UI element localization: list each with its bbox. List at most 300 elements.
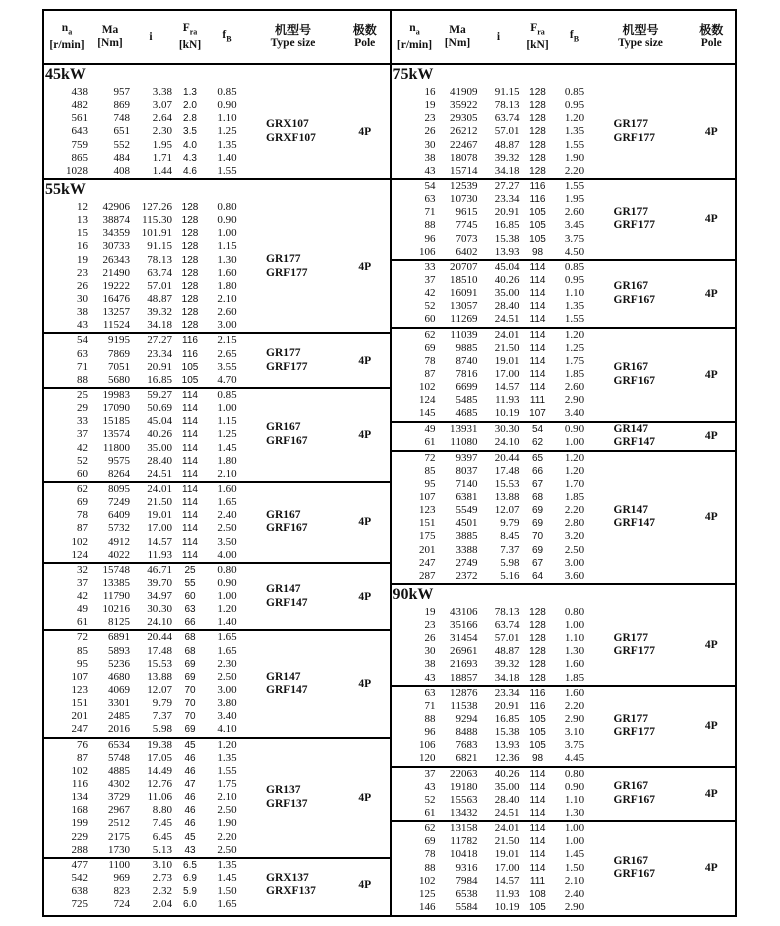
cell-ma: 969 — [113, 872, 130, 885]
cell-fra: 114 — [529, 849, 546, 861]
cell-fb: 3.55 — [217, 360, 237, 373]
cell-na: 106 — [419, 245, 436, 258]
table-row — [392, 139, 594, 152]
cell-ma: 15185 — [102, 415, 130, 428]
cell-fb: 0.90 — [217, 214, 237, 227]
cell-fb: 4.10 — [217, 723, 237, 736]
cell-i: 6.45 — [152, 830, 172, 843]
rows-column — [44, 483, 246, 562]
column-header-type-symbol: 机型号 — [622, 23, 659, 37]
cell-na: 123 — [71, 684, 88, 697]
cell-na: 151 — [71, 697, 88, 710]
cell-ma: 7683 — [455, 739, 478, 752]
cell-na: 78 — [77, 509, 88, 522]
cell-fb: 3.10 — [564, 726, 585, 739]
table-row — [44, 765, 246, 778]
cell-fb: 0.85 — [217, 388, 237, 401]
cell-na: 33 — [424, 260, 436, 273]
rating-group — [44, 201, 390, 332]
cell-fb: 2.20 — [564, 699, 585, 712]
cell-ma: 12539 — [450, 179, 478, 192]
cell-fb: 2.50 — [217, 804, 237, 817]
cell-na: 72 — [424, 451, 436, 464]
type-size-label — [594, 606, 688, 685]
cell-ma: 7816 — [455, 367, 478, 380]
cell-na: 88 — [424, 861, 436, 874]
cell-ma: 20707 — [450, 260, 478, 273]
cell-i: 19.01 — [147, 509, 172, 522]
rating-group — [392, 606, 736, 685]
cell-na: 102 — [71, 535, 88, 548]
cell-fra: 54 — [531, 423, 544, 435]
cell-i: 10.19 — [494, 901, 520, 914]
table-row — [392, 342, 594, 355]
cell-fra: 4.3 — [183, 152, 197, 164]
table-row — [44, 455, 246, 468]
cell-ma: 5584 — [455, 901, 478, 914]
gearbox-rating-table — [42, 9, 737, 917]
cell-na: 102 — [419, 381, 436, 394]
cell-fra: 69 — [184, 671, 196, 683]
cell-i: 5.13 — [152, 843, 172, 856]
cell-ma: 9397 — [455, 451, 478, 464]
cell-na: 49 — [424, 422, 436, 435]
cell-ma: 8037 — [455, 464, 478, 477]
table-row — [44, 522, 246, 535]
cell-ma: 8095 — [108, 482, 130, 495]
cell-i: 15.38 — [494, 232, 520, 245]
rows-column — [392, 822, 594, 914]
cell-fb: 1.65 — [217, 644, 237, 657]
cell-i: 78.13 — [494, 99, 520, 112]
cell-na: 25 — [77, 388, 88, 401]
cell-ma: 4885 — [108, 764, 130, 777]
cell-i: 27.27 — [494, 179, 520, 192]
cell-i: 21.50 — [494, 341, 520, 354]
cell-ma: 2512 — [108, 817, 130, 830]
cell-fra: 114 — [529, 288, 546, 300]
cell-ma: 11782 — [450, 835, 478, 848]
cell-fra: 68 — [531, 491, 544, 503]
table-row — [392, 517, 594, 530]
rows-column — [392, 86, 594, 178]
table-row — [44, 723, 246, 736]
cell-ma: 30733 — [102, 240, 130, 253]
table-row — [392, 436, 594, 449]
cell-fra: 105 — [529, 220, 546, 232]
cell-fb: 1.80 — [217, 454, 237, 467]
cell-fb: 1.30 — [564, 807, 585, 820]
table-row — [392, 835, 594, 848]
type-size-line: GR147 — [266, 670, 301, 683]
table-row — [44, 152, 246, 165]
table-row — [44, 468, 246, 481]
cell-fra: 62 — [531, 436, 544, 448]
cell-ma: 11524 — [102, 319, 130, 332]
cell-i: 2.30 — [152, 125, 172, 138]
cell-i: 14.57 — [494, 381, 520, 394]
cell-fra: 116 — [529, 687, 546, 699]
type-size-line: GRF167 — [266, 522, 308, 535]
table-row — [392, 478, 594, 491]
column-header-fra-unit: [kN] — [526, 38, 549, 51]
table-row — [44, 791, 246, 804]
table-row — [392, 862, 594, 875]
cell-na: 78 — [424, 848, 436, 861]
cell-na: 37 — [77, 576, 88, 589]
cell-fra: 45 — [184, 831, 196, 843]
cell-fb: 1.00 — [217, 227, 237, 240]
cell-i: 35.00 — [494, 287, 520, 300]
table-row — [392, 287, 594, 300]
cell-fb: 1.30 — [217, 253, 237, 266]
cell-na: 61 — [424, 435, 436, 448]
cell-i: 48.87 — [494, 645, 520, 658]
cell-fra: 70 — [531, 531, 544, 543]
cell-i: 15.53 — [494, 477, 520, 490]
cell-i: 57.01 — [494, 632, 520, 645]
cell-fb: 0.95 — [564, 273, 585, 286]
table-row — [44, 227, 246, 240]
cell-fra: 69 — [531, 518, 544, 530]
cell-fb: 1.45 — [564, 848, 585, 861]
cell-i: 2.04 — [152, 898, 172, 911]
table-row — [44, 348, 246, 361]
cell-na: 123 — [419, 504, 436, 517]
cell-na: 23 — [77, 266, 88, 279]
cell-i: 7.45 — [152, 817, 172, 830]
cell-fra: 111 — [529, 395, 546, 407]
cell-fra: 69 — [184, 724, 196, 736]
cell-na: 561 — [71, 112, 88, 125]
cell-ma: 11790 — [102, 590, 130, 603]
rows-column — [392, 261, 594, 327]
cell-fra: 114 — [529, 768, 546, 780]
cell-ma: 13931 — [450, 422, 478, 435]
cell-fra: 70 — [184, 711, 196, 723]
column-header-fb-symbol: $f_B$ — [222, 28, 232, 44]
cell-na: 102 — [71, 764, 88, 777]
cell-ma: 484 — [113, 151, 130, 164]
cell-na: 49 — [77, 603, 88, 616]
cell-i: 16.85 — [494, 713, 520, 726]
type-size-line: GR167 — [613, 280, 648, 293]
pole-label: 4P — [358, 260, 372, 273]
cell-i: 35.00 — [494, 780, 520, 793]
table-row — [44, 389, 246, 402]
cell-ma: 2175 — [108, 830, 130, 843]
cell-fb: 3.60 — [564, 569, 585, 582]
cell-ma: 823 — [113, 885, 130, 898]
cell-fra: 114 — [182, 389, 198, 401]
cell-fra: 114 — [529, 808, 546, 820]
rows-column — [392, 180, 594, 259]
table-row — [44, 671, 246, 684]
cell-na: 76 — [77, 738, 88, 751]
table-row — [44, 778, 246, 791]
cell-fra: 46 — [184, 818, 196, 830]
cell-i: 5.98 — [152, 723, 172, 736]
column-header-fb — [208, 11, 246, 63]
type-size-line: GR167 — [613, 854, 648, 867]
cell-ma: 26343 — [102, 253, 130, 266]
cell-ma: 5748 — [108, 751, 130, 764]
type-size-label — [246, 334, 340, 387]
cell-ma: 9615 — [455, 206, 478, 219]
cell-fb: 1.20 — [217, 738, 237, 751]
pole-label: 4P — [704, 125, 718, 138]
cell-fra: 98 — [531, 753, 544, 765]
cell-fb: 1.75 — [564, 354, 585, 367]
cell-na: 62 — [77, 482, 88, 495]
cell-i: 9.79 — [152, 697, 172, 710]
cell-na: 52 — [424, 300, 436, 313]
cell-i: 1.95 — [152, 138, 172, 151]
cell-fra: 46 — [184, 805, 196, 817]
cell-i: 20.91 — [494, 699, 520, 712]
cell-na: 30 — [77, 292, 88, 305]
cell-fb: 1.50 — [217, 885, 237, 898]
cell-i: 63.74 — [494, 619, 520, 632]
cell-ma: 29305 — [450, 112, 478, 125]
rating-group — [392, 450, 736, 583]
cell-na: 106 — [419, 739, 436, 752]
cell-fb: 1.40 — [217, 616, 237, 629]
table-row — [392, 752, 594, 765]
cell-ma: 10216 — [102, 603, 130, 616]
cell-na: 19 — [424, 605, 436, 618]
cell-na: 61 — [77, 616, 88, 629]
column-header-pole-unit: Pole — [354, 37, 376, 49]
table-row — [44, 831, 246, 844]
cell-fra: 69 — [531, 505, 544, 517]
table-row — [44, 577, 246, 590]
cell-i: 101.91 — [141, 227, 172, 240]
cell-fra: 67 — [531, 478, 544, 490]
type-size-label — [246, 631, 340, 736]
rows-column — [44, 86, 246, 178]
cell-fra: 116 — [182, 335, 198, 347]
table-row — [392, 632, 594, 645]
cell-fra: 105 — [529, 233, 546, 245]
cell-ma: 8125 — [108, 616, 130, 629]
cell-fra: 64 — [531, 570, 544, 582]
cell-ma: 16476 — [102, 292, 130, 305]
type-size-line: GR177 — [266, 347, 301, 360]
cell-ma: 7073 — [455, 232, 478, 245]
cell-ma: 6891 — [108, 631, 130, 644]
cell-ma: 7051 — [108, 360, 130, 373]
rating-group — [44, 86, 390, 178]
rating-group — [44, 387, 390, 481]
type-size-line: GR137 — [266, 784, 301, 797]
column-header-type-symbol: 机型号 — [274, 23, 311, 37]
cell-ma: 43106 — [450, 605, 478, 618]
type-size-line: GRF147 — [266, 684, 308, 697]
cell-fra: 128 — [181, 201, 199, 213]
cell-fra: 46 — [184, 752, 196, 764]
cell-i: 11.93 — [495, 394, 520, 407]
cell-ma: 4501 — [455, 517, 478, 530]
cell-fra: 128 — [181, 254, 199, 266]
type-size-line: GRF177 — [613, 131, 656, 144]
cell-ma: 35922 — [450, 99, 478, 112]
cell-na: 33 — [77, 415, 88, 428]
cell-ma: 19180 — [450, 780, 478, 793]
column-header-type — [246, 11, 340, 63]
cell-fb: 1.65 — [217, 898, 237, 911]
table-row — [392, 570, 594, 583]
cell-fra: 114 — [529, 329, 546, 341]
cell-ma: 6538 — [455, 887, 478, 900]
cell-fra: 63 — [184, 604, 196, 616]
table-row — [44, 280, 246, 293]
cell-fra: 46 — [184, 792, 196, 804]
table-row — [44, 804, 246, 817]
cell-ma: 8264 — [108, 467, 130, 480]
cell-fra: 116 — [529, 180, 546, 192]
cell-i: 57.01 — [147, 279, 172, 292]
table-left-half — [44, 65, 390, 915]
type-size-label — [246, 389, 340, 481]
cell-i: 8.80 — [152, 804, 172, 817]
cell-ma: 13574 — [102, 428, 130, 441]
cell-fra: 114 — [529, 342, 546, 354]
cell-i: 115.30 — [142, 214, 172, 227]
cell-fra: 114 — [529, 355, 546, 367]
type-size-label — [246, 859, 340, 912]
cell-ma: 5485 — [455, 394, 478, 407]
cell-na: 19 — [424, 99, 436, 112]
cell-ma: 1730 — [108, 843, 130, 856]
cell-ma: 6821 — [455, 752, 478, 765]
table-row — [392, 465, 594, 478]
cell-i: 23.34 — [147, 347, 172, 360]
cell-i: 21.50 — [494, 835, 520, 848]
pole-label: 4P — [358, 678, 372, 691]
type-size-line: GRXF137 — [266, 885, 316, 898]
cell-na: 42 — [77, 441, 88, 454]
rating-group — [392, 766, 736, 821]
cell-fra: 114 — [529, 368, 546, 380]
rating-group — [44, 332, 390, 387]
cell-na: 175 — [419, 530, 436, 543]
section-title: 55kW — [45, 180, 86, 198]
table-row — [44, 125, 246, 138]
table-row — [392, 193, 594, 206]
rows-column — [392, 687, 594, 766]
table-row — [392, 99, 594, 112]
cell-fb: 0.85 — [217, 86, 237, 98]
type-size-line: GR177 — [266, 253, 301, 266]
cell-fb: 0.85 — [564, 260, 585, 273]
table-row — [392, 848, 594, 861]
table-row — [392, 606, 594, 619]
cell-ma: 7249 — [108, 496, 130, 509]
cell-na: 69 — [424, 835, 436, 848]
pole-label: 4P — [704, 862, 718, 875]
cell-fra: 70 — [184, 685, 196, 697]
cell-fb: 1.10 — [564, 287, 585, 300]
cell-fb: 3.40 — [564, 407, 585, 420]
cell-na: 247 — [419, 556, 436, 569]
cell-fra: 114 — [182, 497, 198, 509]
cell-i: 19.01 — [494, 354, 520, 367]
cell-na: 199 — [71, 817, 88, 830]
cell-na: 229 — [71, 830, 88, 843]
cell-fb: 1.60 — [564, 658, 585, 671]
cell-fb: 2.80 — [564, 517, 585, 530]
type-size-line: GR177 — [613, 631, 648, 644]
type-size-line: GR177 — [613, 205, 648, 218]
cell-fb: 1.55 — [564, 138, 585, 151]
cell-ma: 26212 — [450, 125, 478, 138]
pole-label: 4P — [704, 639, 718, 652]
cell-i: 78.13 — [147, 253, 172, 266]
cell-fb: 1.00 — [217, 402, 237, 415]
table-row — [392, 274, 594, 287]
cell-fb: 1.00 — [564, 435, 585, 448]
table-row — [44, 267, 246, 280]
cell-ma: 7745 — [455, 219, 478, 232]
cell-ma: 4302 — [108, 778, 130, 791]
cell-fb: 0.80 — [564, 605, 585, 618]
cell-na: 37 — [77, 428, 88, 441]
cell-ma: 11269 — [450, 313, 478, 326]
cell-fb: 1.20 — [564, 328, 585, 341]
table-row — [44, 631, 246, 644]
cell-i: 40.26 — [494, 273, 520, 286]
cell-na: 201 — [419, 543, 436, 556]
cell-na: 43 — [424, 671, 436, 684]
cell-i: 30.30 — [494, 422, 520, 435]
header-left-half — [44, 11, 390, 63]
cell-i: 23.34 — [494, 193, 520, 206]
table-row — [44, 254, 246, 267]
cell-i: 45.04 — [494, 260, 520, 273]
rating-group — [392, 259, 736, 327]
table-row — [392, 233, 594, 246]
cell-na: 85 — [77, 644, 88, 657]
cell-fra: 116 — [529, 700, 546, 712]
cell-ma: 31454 — [450, 632, 478, 645]
table-row — [44, 165, 246, 178]
cell-fra: 114 — [529, 781, 546, 793]
table-row — [44, 319, 246, 332]
cell-fb: 1.90 — [217, 817, 237, 830]
table-row — [392, 687, 594, 700]
cell-fra: 2.8 — [183, 113, 197, 125]
cell-na: 62 — [424, 822, 436, 835]
cell-fb: 1.80 — [217, 279, 237, 292]
cell-i: 34.97 — [147, 590, 172, 603]
cell-fra: 128 — [529, 620, 546, 632]
cell-na: 96 — [424, 232, 436, 245]
cell-i: 57.01 — [494, 125, 520, 138]
cell-ma: 6402 — [455, 245, 478, 258]
column-header-na — [392, 11, 438, 63]
cell-fra: 4.0 — [183, 139, 197, 151]
cell-fb: 4.70 — [217, 373, 237, 386]
cell-na: 134 — [71, 791, 88, 804]
cell-na: 168 — [71, 804, 88, 817]
cell-fb: 2.40 — [217, 509, 237, 522]
cell-fb: 2.90 — [564, 713, 585, 726]
type-size-line: GRF167 — [613, 293, 656, 306]
column-header-type-unit: Type size — [618, 37, 663, 49]
column-header-ma — [90, 11, 130, 63]
cell-na: 542 — [71, 872, 88, 885]
